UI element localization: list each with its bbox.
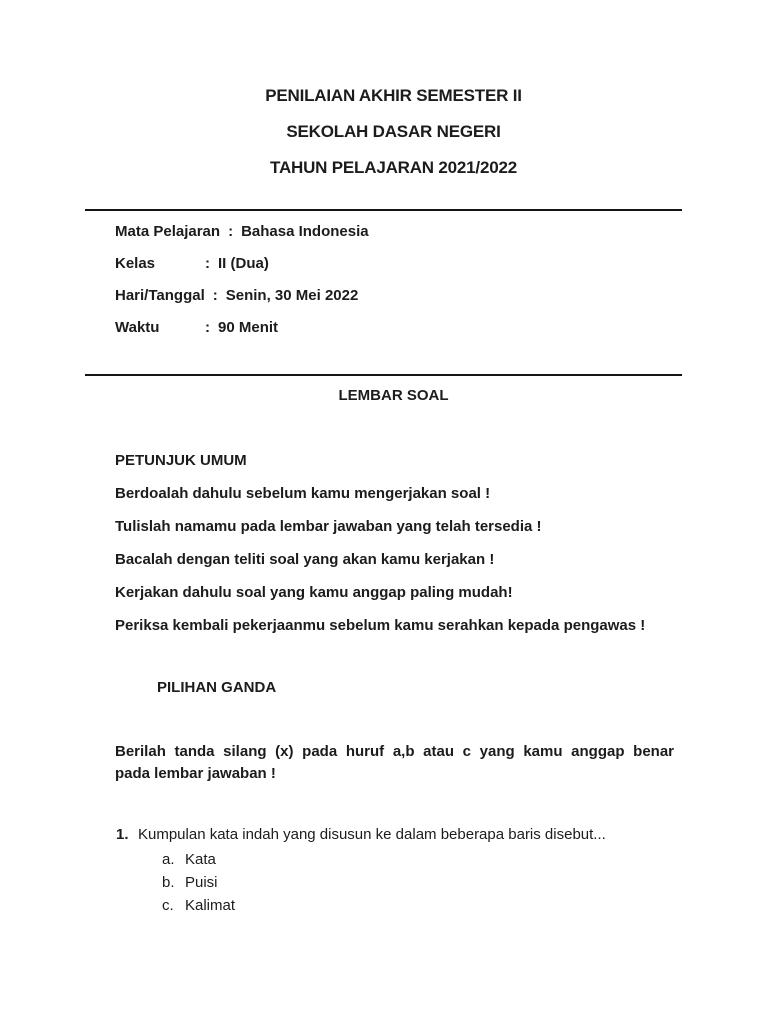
- multiple-choice-heading: PILIHAN GANDA: [157, 679, 277, 696]
- info-separator: :: [228, 223, 234, 240]
- option-text: Kalimat: [185, 897, 236, 914]
- info-value-duration: 90 Menit: [218, 319, 279, 336]
- title-line-school: SEKOLAH DASAR NEGERI: [286, 122, 501, 141]
- info-label-class: Kelas: [115, 255, 156, 272]
- general-instructions-list: [115, 477, 715, 642]
- option-letter: b.: [162, 874, 175, 891]
- question-1-row: [116, 824, 716, 846]
- info-label-duration: Waktu: [115, 319, 160, 336]
- title-line-academic-year: TAHUN PELAJARAN 2021/2022: [270, 158, 517, 177]
- exam-info-block: [115, 216, 675, 344]
- instruction-item: Berdoalah dahulu sebelum kamu mengerjakan soal !: [115, 485, 491, 502]
- info-separator: :: [205, 319, 210, 336]
- sheet-title: LEMBAR SOAL: [338, 387, 449, 404]
- question-text: Kumpulan kata indah yang disusun ke dalam beberapa baris disebut...: [138, 826, 606, 843]
- exam-info-row-subject: [115, 216, 675, 248]
- horizontal-rule-top: [85, 209, 682, 211]
- info-label-subject: Mata Pelajaran: [115, 223, 221, 240]
- multiple-choice-instruction-line2: pada lembar jawaban !: [115, 765, 276, 782]
- option-text: Kata: [185, 851, 216, 868]
- option-c: [162, 894, 562, 917]
- info-value-subject: Bahasa Indonesia: [241, 223, 369, 240]
- option-b: [162, 871, 562, 894]
- option-text: Puisi: [185, 874, 218, 891]
- title-line-assessment: PENILAIAN AKHIR SEMESTER II: [265, 86, 522, 105]
- document-title-block: [113, 78, 674, 186]
- question-number: 1.: [116, 826, 129, 843]
- option-letter: c.: [162, 897, 174, 914]
- multiple-choice-instruction: [115, 741, 674, 785]
- instruction-item: Tulislah namamu pada lembar jawaban yang telah tersedia !: [115, 518, 542, 535]
- instruction-item: Bacalah dengan teliti soal yang akan kamu kerjakan !: [115, 551, 495, 568]
- exam-info-row-duration: [115, 312, 675, 344]
- exam-info-row-class: [115, 248, 675, 280]
- info-label-date: Hari/Tanggal: [115, 287, 205, 304]
- instruction-item: Periksa kembali pekerjaanmu sebelum kamu serahkan kepada pengawas !: [115, 617, 646, 634]
- info-separator: :: [212, 287, 218, 304]
- instruction-item: Kerjakan dahulu soal yang kamu anggap paling mudah!: [115, 584, 513, 601]
- option-letter: a.: [162, 851, 175, 868]
- option-a: [162, 848, 562, 871]
- info-separator: :: [205, 255, 210, 272]
- info-value-date: Senin, 30 Mei 2022: [225, 287, 359, 304]
- exam-info-row-date: [115, 280, 675, 312]
- general-instructions-heading: PETUNJUK UMUM: [115, 452, 247, 469]
- question-1: [116, 824, 716, 846]
- horizontal-rule-bottom: [85, 374, 682, 376]
- multiple-choice-instruction-line1: Berilah tanda silang (x) pada huruf a,b atau c yang kamu anggap benar: [115, 743, 674, 760]
- question-1-options: [162, 848, 562, 917]
- info-value-class: II (Dua): [218, 255, 269, 272]
